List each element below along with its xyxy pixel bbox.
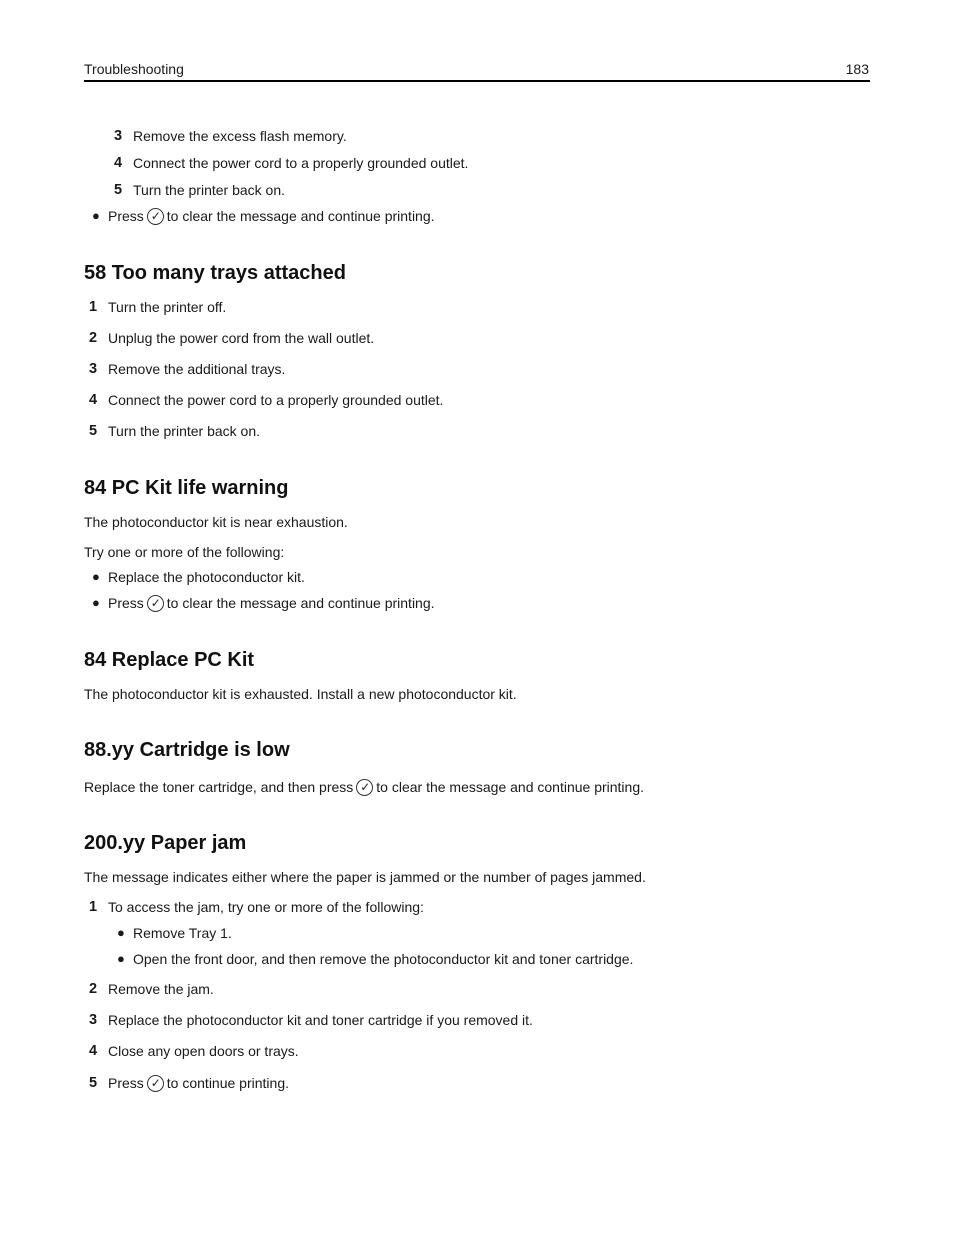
section-heading: 58 Too many trays attached <box>84 262 346 284</box>
step-number: 3 <box>89 361 98 377</box>
step-text: Remove the excess flash memory. <box>133 128 347 144</box>
step-text: Remove the additional trays. <box>108 361 286 377</box>
step-number: 5 <box>114 182 123 198</box>
header-rule <box>84 80 870 82</box>
paragraph: Replace the toner cartridge, and then press✓ to clear the message and continue printing. <box>84 778 644 796</box>
step-number: 1 <box>89 299 98 315</box>
step-number: 2 <box>89 330 98 346</box>
select-button-icon <box>147 595 164 612</box>
step-text: Remove the jam. <box>108 981 214 997</box>
running-header-section: Troubleshooting <box>84 61 184 77</box>
bullet-text: Press✓ to clear the message and continue printing. <box>108 594 435 612</box>
paragraph: The message indicates either where the paper is jammed or the number of pages jammed. <box>84 869 646 885</box>
step-text: Close any open doors or trays. <box>108 1043 299 1059</box>
select-button-icon <box>147 208 164 225</box>
step-text: Turn the printer back on. <box>133 182 286 198</box>
bullet-text: Remove Tray 1. <box>133 925 232 941</box>
step-text: Turn the printer off. <box>108 299 227 315</box>
bullet-dot: ● <box>92 208 100 223</box>
step-number: 4 <box>89 1043 98 1059</box>
step-number: 2 <box>89 981 98 997</box>
step-text: Connect the power cord to a properly grounded outlet. <box>108 392 444 408</box>
step-number: 1 <box>89 899 98 915</box>
step-text: Unplug the power cord from the wall outlet. <box>108 330 375 346</box>
step-number: 5 <box>89 1075 98 1091</box>
paragraph: The photoconductor kit is near exhaustion. <box>84 514 348 530</box>
bullet-dot: ● <box>92 595 100 610</box>
bullet-dot: ● <box>92 569 100 584</box>
paragraph: Try one or more of the following: <box>84 544 285 560</box>
paragraph: The photoconductor kit is exhausted. Install a new photoconductor kit. <box>84 686 517 702</box>
select-button-icon <box>147 1075 164 1092</box>
step-number: 3 <box>114 128 123 144</box>
bullet-dot: ● <box>117 925 125 940</box>
step-number: 3 <box>89 1012 98 1028</box>
step-number: 4 <box>89 392 98 408</box>
section-heading: 200.yy Paper jam <box>84 832 247 854</box>
step-text: To access the jam, try one or more of the following: <box>108 899 424 915</box>
select-button-icon <box>356 779 373 796</box>
step-text: Press✓ to continue printing. <box>108 1074 289 1092</box>
page-number: 183 <box>845 61 869 77</box>
section-heading: 84 PC Kit life warning <box>84 477 289 499</box>
step-text: Turn the printer back on. <box>108 423 261 439</box>
bullet-text: Press✓ to clear the message and continue printing. <box>108 207 435 225</box>
section-heading: 88.yy Cartridge is low <box>84 739 290 761</box>
bullet-dot: ● <box>117 951 125 966</box>
bullet-text: Replace the photoconductor kit. <box>108 569 305 585</box>
step-text: Connect the power cord to a properly grounded outlet. <box>133 155 469 171</box>
bullet-text: Open the front door, and then remove the photoconductor kit and toner cartridge. <box>133 951 634 967</box>
section-heading: 84 Replace PC Kit <box>84 649 255 671</box>
step-number: 5 <box>89 423 98 439</box>
step-number: 4 <box>114 155 123 171</box>
step-text: Replace the photoconductor kit and toner cartridge if you removed it. <box>108 1012 533 1028</box>
